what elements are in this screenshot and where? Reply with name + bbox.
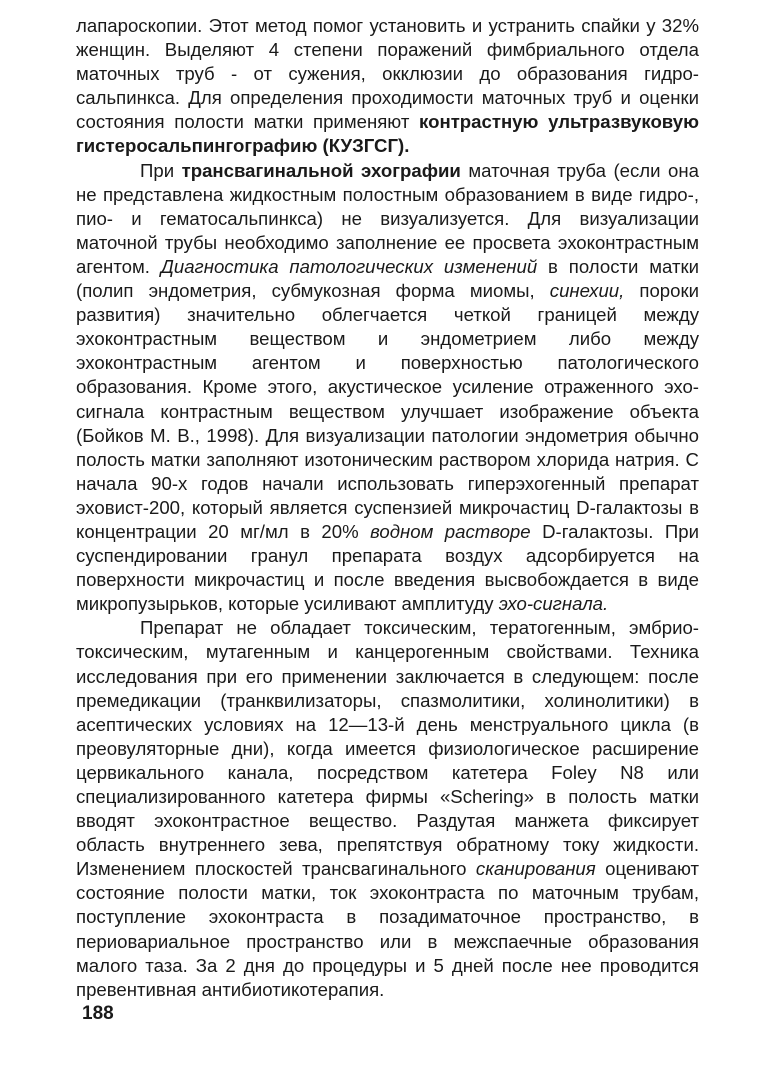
text-run: Препарат не обладает токсическим, тератогенным, эмбриотоксическим, мутагенным и канцерогенным свойствами. Техника исследования при его применении заключается в следующем: после премедикации (транквилизаторы, спазмолитики, холинолитики) в асептических условиях на 12—13-й день менструального цикла (в преовуляторные дни), когда имеется физиологическое расширение цервикального канала, посредством катетера Foley N8 или специализированного катетера фирмы «Schering» в полость матки вводят эхоконтрастное вещество. Раздутая манжета фиксирует область внутреннего зева, препятствуя обратному току жидкости. Изменением плоскостей трансвагинального [76, 617, 699, 880]
text-run: лапароскопии. Этот метод помог установить и устранить спайки у 32% женщин. Выделяют 4 степени поражений фимбриального отдела маточных труб - от сужения, окклюзии до образования гидросальпинкса. Для определения проходимости маточных труб и оценки состояния полости матки применяют [76, 15, 699, 133]
text-run: При [140, 159, 182, 181]
text-run-italic: водном растворе [370, 520, 531, 542]
text-run-italic: синехии, [549, 280, 625, 302]
text-run-italic: Диагностика патологических изменений [160, 255, 538, 277]
text-run-italic: эхо-сигнала. [498, 593, 609, 615]
text-run-bold: контрастную ультразвуковую гистеросальпингографию (КУЗГСГ). [76, 111, 699, 157]
text-run: D-галактозы. При суспендировании гранул препарата воздух адсорбируется на поверхности микрочастиц и после введения высвобождается в виде микропузырьков, которые усиливают амплитуду [76, 520, 699, 615]
text-run: пороки развития) значительно облегчается четкой границей между эхоконтрастным веществом и эндометрием либо между эхоконтрастным агентом и поверхностью патологического образования. Кроме этого, акустическое усиление отраженного эхосигнала контрастным веществом улучшает изображение объекта (Бойков М. В., 1998). Для визуализации патологии эндометрия обычно полость матки заполняют изотоническим раствором хлорида натрия. С начала 90-х годов начали использовать гиперэхогенный препарат эховист-200, который является суспензией микрочастиц D-галактозы в концентрации 20 мг/мл в 20% [76, 280, 700, 542]
paragraph-2 [76, 159, 699, 617]
text-run-italic: сканирования [475, 858, 596, 880]
text-run: оценивают состояние полости матки, ток эхоконтраста по маточным трубам, поступление эхоконтраста в позадиматочное пространство, в периовариальное пространство или в межспаечные образования малого таза. За 2 дня до процедуры и 5 дней после нее проводится превентивная антибиотикотерапия. [76, 858, 699, 1000]
text-run-bold: трансвагинальной эхографии [181, 159, 461, 181]
text-run: в полости матки (полип эндометрия, субмукозная форма миомы, [76, 255, 699, 302]
paragraph-3 [76, 616, 699, 1002]
page-number: 188 [82, 1003, 114, 1024]
paragraph-1 [76, 14, 699, 159]
text-run: маточная труба (если она не представлена жидкостным полостным образованием в виде гидро-, пио- и гематосальпинкса) не визуализуется. Для визуализации маточной трубы необходимо заполнение ее просвета эхоконтрастным агентом. [76, 159, 699, 277]
page-body [76, 14, 699, 1002]
